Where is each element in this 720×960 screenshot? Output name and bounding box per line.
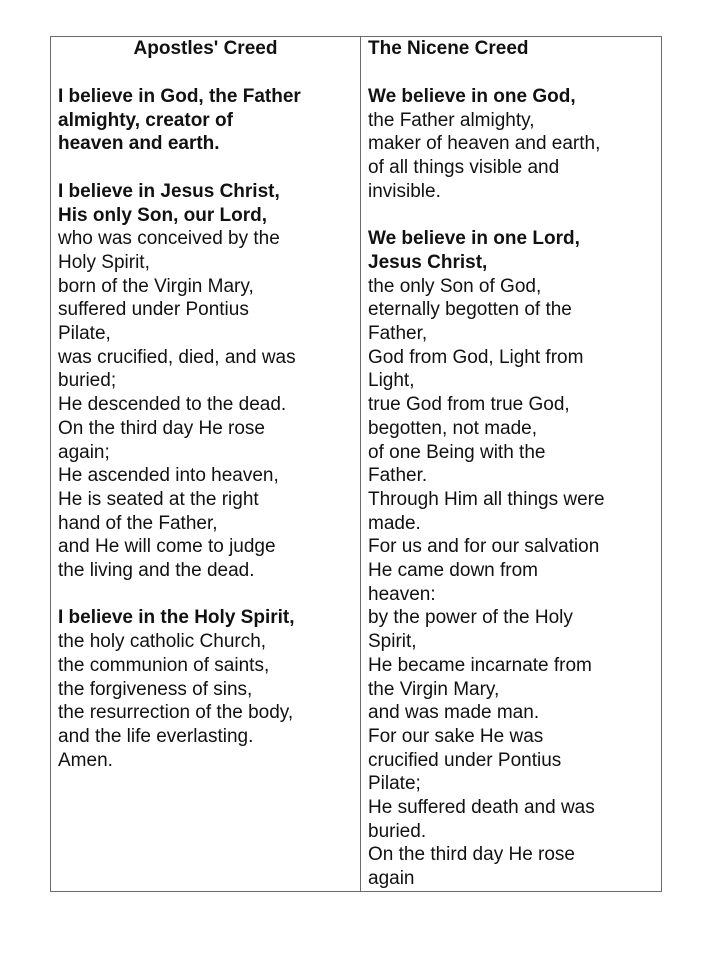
creed-line: who was conceived by the [58, 228, 280, 250]
creed-line: born of the Virgin Mary, [58, 275, 254, 297]
creed-line: He descended to the dead. [58, 394, 287, 416]
creed-line: the resurrection of the body, [58, 702, 294, 724]
creed-line: He came down from [368, 560, 539, 582]
creed-line: suffered under Pontius [58, 299, 249, 321]
creed-line: the holy catholic Church, [58, 631, 267, 653]
creed-line: the living and the dead. [58, 560, 255, 582]
creed-line: God from God, Light from [368, 346, 584, 368]
creed-line: I believe in the Holy Spirit, [58, 607, 295, 629]
creed-line: the Virgin Mary, [368, 678, 500, 700]
creed-line: heaven: [368, 583, 436, 605]
creed-line: He became incarnate from [368, 654, 592, 676]
nicene-creed-text [368, 85, 661, 891]
creed-line: the communion of saints, [58, 654, 270, 676]
creed-line: made. [368, 512, 421, 534]
creed-comparison-table [50, 36, 662, 892]
creed-line: begotten, not made, [368, 417, 538, 439]
nicene-creed-heading: The Nicene Creed [368, 38, 529, 59]
creed-line: and He will come to judge [58, 536, 276, 558]
creed-line: On the third day He rose [58, 417, 265, 439]
creed-line: crucified under Pontius [368, 749, 562, 771]
creed-line: Father, [368, 323, 428, 345]
apostles-creed-column [51, 37, 361, 891]
creed-line: was crucified, died, and was [58, 346, 296, 368]
apostles-creed-paragraph [58, 180, 360, 583]
creed-line: again [368, 868, 415, 890]
creed-line: again; [58, 441, 110, 463]
apostles-creed-paragraph [58, 606, 360, 772]
creed-line: invisible. [368, 180, 441, 202]
nicene-creed-paragraph [368, 227, 661, 891]
creed-line: I believe in Jesus Christ, [58, 180, 280, 202]
creed-line: of all things visible and [368, 157, 560, 179]
creed-line: buried. [368, 820, 427, 842]
creed-line: buried; [58, 370, 117, 392]
creed-line: Jesus Christ, [368, 251, 488, 273]
creed-line: Amen. [58, 749, 113, 771]
creed-line: the Father almighty, [368, 109, 535, 131]
creed-line: He is seated at the right [58, 488, 259, 510]
creed-line: For us and for our salvation [368, 536, 600, 558]
creed-line: His only Son, our Lord, [58, 204, 267, 226]
creed-line: Pilate; [368, 773, 421, 795]
creed-line: almighty, creator of [58, 109, 233, 131]
apostles-creed-paragraph [58, 85, 360, 156]
creed-line: the forgiveness of sins, [58, 678, 253, 700]
creed-line: and the life everlasting. [58, 725, 254, 747]
creed-line: heaven and earth. [58, 133, 220, 155]
creed-line: the only Son of God, [368, 275, 542, 297]
creed-line: eternally begotten of the [368, 299, 572, 321]
creed-line: Spirit, [368, 631, 417, 653]
creed-line: Father. [368, 465, 428, 487]
creed-line: For our sake He was [368, 725, 544, 747]
creed-line: hand of the Father, [58, 512, 218, 534]
creed-line: Light, [368, 370, 415, 392]
creed-line: We believe in one Lord, [368, 228, 580, 250]
creed-line: I believe in God, the Father [58, 86, 301, 107]
creed-line: Holy Spirit, [58, 251, 150, 273]
nicene-creed-paragraph [368, 85, 661, 204]
creed-line: We believe in one God, [368, 86, 576, 107]
creed-line: Pilate, [58, 323, 111, 345]
creed-line: He ascended into heaven, [58, 465, 279, 487]
creed-line: Through Him all things were [368, 488, 605, 510]
creed-line: He suffered death and was [368, 797, 595, 819]
creed-line: by the power of the Holy [368, 607, 573, 629]
creed-line: On the third day He rose [368, 844, 575, 866]
creed-line: maker of heaven and earth, [368, 133, 601, 155]
creed-line: and was made man. [368, 702, 540, 724]
creed-line: of one Being with the [368, 441, 546, 463]
nicene-creed-column [361, 37, 661, 891]
creed-line: true God from true God, [368, 394, 570, 416]
apostles-creed-text [58, 85, 360, 772]
apostles-creed-heading: Apostles' Creed [133, 38, 278, 59]
